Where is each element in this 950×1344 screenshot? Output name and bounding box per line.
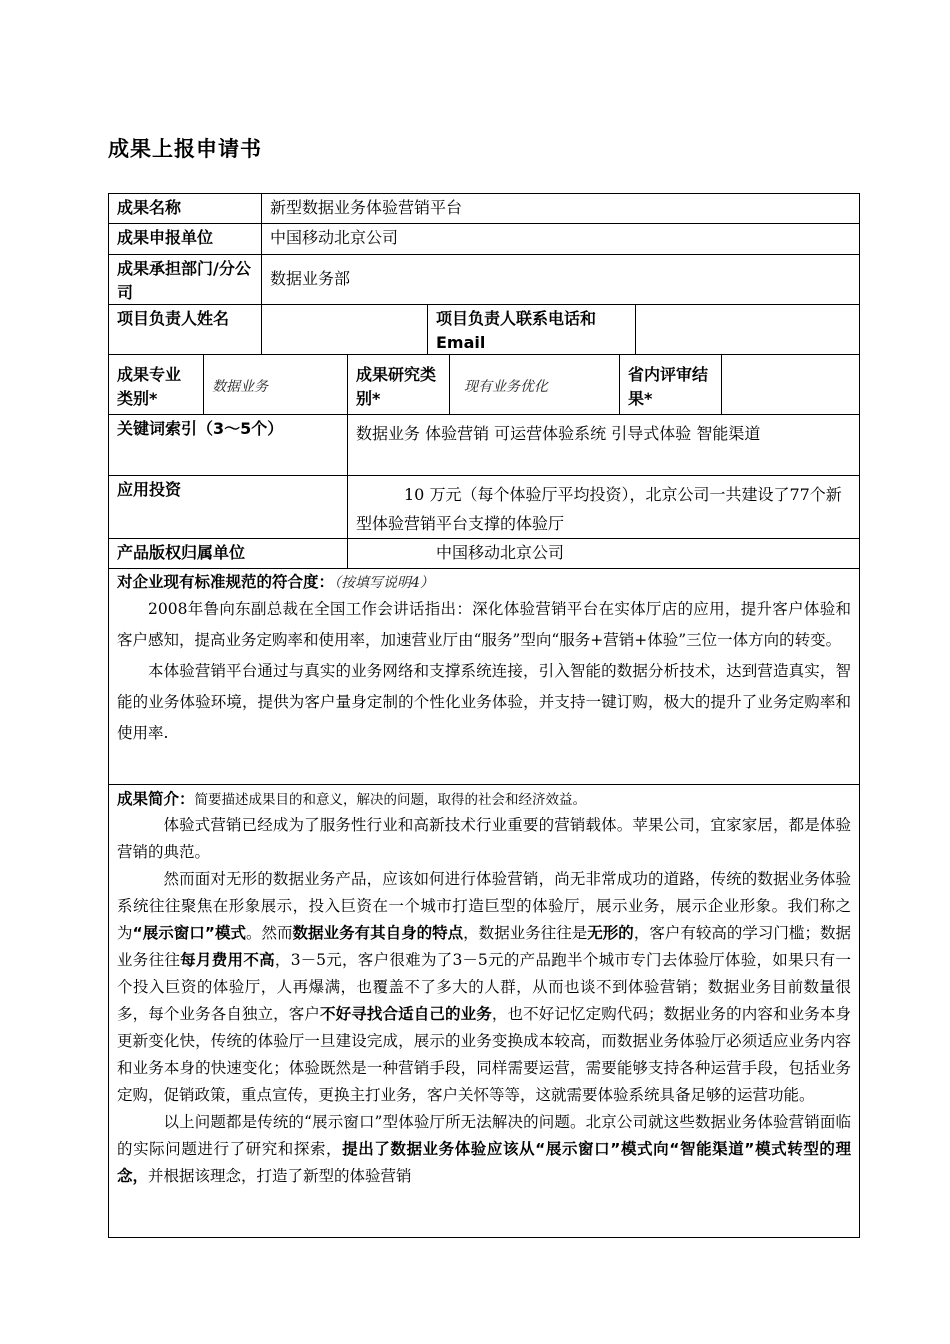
keywords-value[interactable]: 数据业务 体验营销 可运营体验系统 引导式体验 智能渠道 xyxy=(347,415,859,475)
compliance-paragraph: 本体验营销平台通过与真实的业务网络和支撑系统连接，引入智能的数据分析技术，达到营造真实，智能的业务体验环境，提供为客户量身定制的个性化业务体验，并支持一键订购，极大的提升了业务定购率和使用率. xyxy=(117,662,851,742)
summary-label: 成果简介： xyxy=(117,790,195,808)
row-investment xyxy=(109,476,859,539)
compliance-section xyxy=(109,569,859,785)
research-category-value[interactable]: 现有业务优化 xyxy=(449,355,619,414)
summary-section xyxy=(109,785,859,1237)
text-run: ，客户有较高的学习门槛；数据业务往往 xyxy=(117,924,851,969)
bold-run: “展示窗口”模式 xyxy=(132,924,246,942)
summary-paragraph xyxy=(117,866,851,1109)
row-categories xyxy=(109,355,859,415)
summary-note: 简要描述成果目的和意义，解决的问题，取得的社会和经济效益。 xyxy=(194,792,587,808)
review-result-value[interactable] xyxy=(721,355,859,414)
summary-content xyxy=(109,785,859,1192)
row-project-leader xyxy=(109,305,859,355)
major-category-label: 成果专业类别* xyxy=(117,365,182,408)
reporting-unit-value[interactable]: 中国移动北京公司 xyxy=(261,224,859,254)
leader-name-label: 项目负责人姓名 xyxy=(117,309,230,328)
achievement-name-value[interactable]: 新型数据业务体验营销平台 xyxy=(261,194,859,223)
application-form xyxy=(108,193,860,1238)
row-achievement-name xyxy=(109,194,859,224)
compliance-content xyxy=(109,569,859,751)
row-keywords xyxy=(109,415,859,476)
department-value[interactable]: 数据业务部 xyxy=(261,255,859,304)
text-run: ，数据业务往往是 xyxy=(463,924,588,942)
bold-run: 每月费用不高 xyxy=(180,951,275,969)
row-copyright xyxy=(109,539,859,569)
copyright-label: 产品版权归属单位 xyxy=(117,543,246,562)
bold-run: 提出了数据业务体验应该从“展示窗口”模式向“智能渠道”模式转型的理念， xyxy=(117,1140,851,1185)
summary-paragraph xyxy=(117,1109,851,1190)
department-label: 成果承担部门/分公司 xyxy=(117,259,251,302)
leader-contact-label: 项目负责人联系电话和Email xyxy=(427,305,635,354)
page-title: 成果上报申请书 xyxy=(108,137,262,161)
bold-run: 数据业务有其自身的特点 xyxy=(292,924,464,942)
text-run: ，也不好记忆定购代码；数据业务的内容和业务本身更新变化快，传统的体验厅一旦建设完成，展示的业务变换成本较高，而数据业务体验厅必须适应业务内容和业务本身的快速变化；体验既然是一种营销手段，同样需要运营，需要能够支持各种运营手段，包括业务定购，促销政策，重点宣传，更换主打业务，客户关怀等等，这就需要体验系统具备足够的运营功能。 xyxy=(117,1005,851,1104)
text-run: 以上问题都是传统的“展示窗口”型体验厅所无法解决的问题。北京公司就这些数据业务体验营销面临的实际问题进行了研究和探索， xyxy=(117,1113,851,1158)
reporting-unit-label: 成果申报单位 xyxy=(117,228,214,247)
text-run: 然而面对无形的数据业务产品，应该如何进行体验营销，尚无非常成功的道路，传统的数据业务体验系统往往聚焦在形象展示，投入巨资在一个城市打造巨型的体验厅，展示业务，展示企业形象。我们称之为 xyxy=(117,870,851,942)
leader-contact-value[interactable] xyxy=(635,305,859,354)
research-category-label: 成果研究类别* xyxy=(347,355,449,414)
text-run: ，3－5元，客户很难为了3－5元的产品跑半个城市专门去体验厅体验，如果只有一个投入巨资的体验厅，人再爆满，也覆盖不了多大的人群，从而也谈不到体验营销；数据业务目前数量很多，每个业务各自独立，客户 xyxy=(117,951,851,1023)
bold-run: 不好寻找合适自己的业务 xyxy=(320,1005,492,1023)
text-run: 并根据该理念，打造了新型的体验营销 xyxy=(148,1167,412,1185)
copyright-value[interactable]: 中国移动北京公司 xyxy=(347,539,859,568)
compliance-note: （按填写说明4） xyxy=(334,575,434,591)
compliance-paragraph: 2008年鲁向东副总裁在全国工作会讲话指出：深化体验营销平台在实体厅店的应用，提升客户体验和客户感知，提高业务定购率和使用率，加速营业厅由“服务”型向“服务+营销+体验”三位一体方向的转变。 xyxy=(117,600,851,649)
keywords-label: 关键词索引（3～5个） xyxy=(117,419,284,438)
row-department xyxy=(109,255,859,305)
bold-run: 无形的 xyxy=(587,924,634,942)
investment-label: 应用投资 xyxy=(117,480,182,499)
achievement-name-label: 成果名称 xyxy=(117,198,182,217)
compliance-label: 对企业现有标准规范的符合度： xyxy=(117,573,335,591)
review-result-label: 省内评审结果* xyxy=(619,355,721,414)
investment-value[interactable]: 10 万元（每个体验厅平均投资），北京公司一共建设了77个新型体验营销平台支撑的体验厅 xyxy=(347,476,859,538)
major-category-value[interactable]: 数据业务 xyxy=(203,355,347,414)
row-reporting-unit xyxy=(109,224,859,255)
summary-paragraph: 体验式营销已经成为了服务性行业和高新技术行业重要的营销载体。苹果公司，宜家家居，都是体验营销的典范。 xyxy=(117,816,851,861)
leader-name-value[interactable] xyxy=(261,305,427,354)
text-run: 。然而 xyxy=(245,924,293,942)
